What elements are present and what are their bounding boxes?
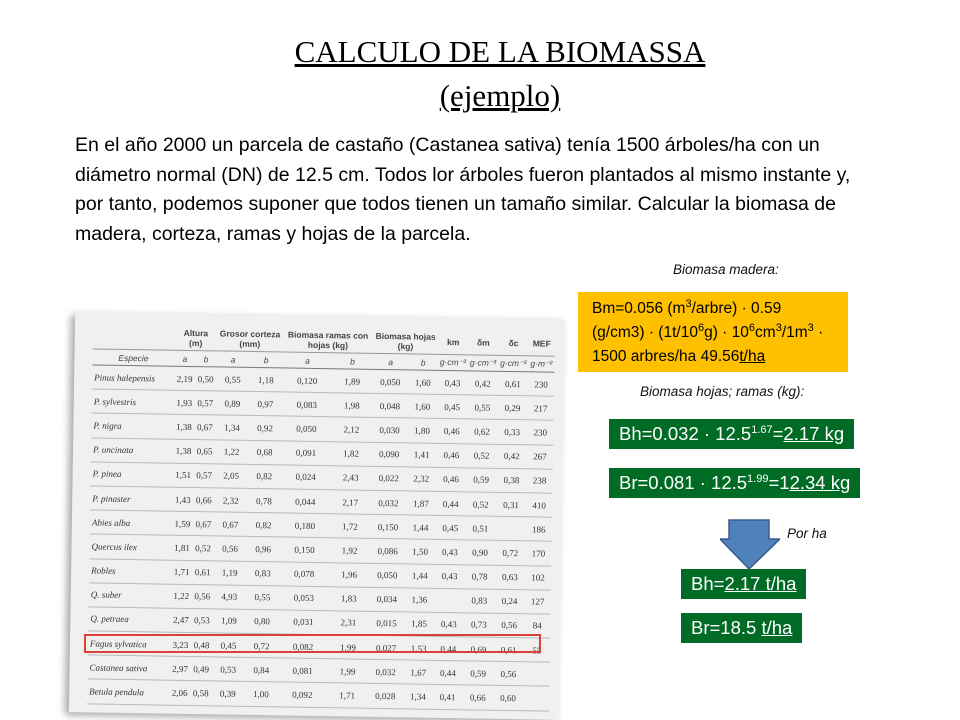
scanned-biomass-table — [69, 312, 565, 720]
table-cell: 0,90 — [465, 540, 496, 565]
table-cell: 2,12 — [331, 417, 372, 442]
table-cell: 0,67 — [193, 512, 214, 537]
header-mef: MEF — [532, 338, 551, 349]
table-cell: 0,45 — [435, 515, 466, 540]
table-cell: 0,65 — [194, 439, 215, 464]
table-sub-header: b — [332, 353, 373, 370]
table-cell: 0,61 — [192, 560, 213, 585]
table-cell: 0,72 — [245, 633, 278, 658]
table-cell: 0,44 — [433, 636, 464, 661]
table-cell: 1,82 — [331, 441, 372, 466]
table-cell: 0,027 — [368, 635, 404, 660]
table-cell: 1,93 — [174, 390, 195, 415]
table-cell: 0,80 — [245, 609, 278, 634]
table-cell: 0,120 — [282, 368, 332, 393]
table-cell: 2,19 — [174, 366, 195, 391]
species-cell: Robles — [89, 558, 171, 583]
species-cell: P. nigra — [91, 413, 173, 438]
table-cell: 1,92 — [329, 538, 370, 563]
header-biomasa-ramas: Biomasa ramas con hojas (kg) — [287, 329, 369, 351]
table-cell: 0,45 — [437, 395, 468, 420]
table-cell: 0,96 — [246, 537, 279, 562]
table-cell: 0,52 — [192, 536, 213, 561]
table-sub-header: b — [195, 351, 216, 367]
table-cell: 2,32 — [407, 467, 437, 492]
table-cell: 0,56 — [192, 584, 213, 609]
table-cell: 1,43 — [172, 487, 193, 512]
table-cell: 0,24 — [494, 589, 525, 614]
table-sub-header: g·cm⁻³ — [438, 354, 468, 370]
table-cell: 170 — [525, 541, 551, 566]
table-sub-header: g·cm⁻³ — [468, 355, 498, 371]
table-cell: 0,028 — [367, 684, 403, 709]
table-sub-header: a — [174, 350, 195, 366]
table-cell: 0,50 — [195, 367, 216, 392]
table-cell: 1,83 — [328, 586, 369, 611]
table-cell: 0,150 — [280, 537, 330, 562]
table-cell: 0,030 — [371, 418, 407, 443]
table-cell: 1,53 — [404, 636, 434, 661]
table-cell: 0,67 — [214, 512, 247, 537]
table-cell: 217 — [527, 396, 553, 421]
table-cell: 230 — [528, 372, 554, 397]
table-cell: 0,078 — [279, 561, 329, 586]
page-title: CALCULO DE LA BIOMASSA — [294, 34, 706, 69]
table-cell: 0,082 — [278, 634, 328, 659]
table-cell: 1,22 — [215, 439, 248, 464]
table-cell: 1,36 — [405, 588, 435, 613]
table-cell: 0,050 — [372, 369, 408, 394]
table-cell: 230 — [527, 420, 553, 445]
header-altura: Altura (m) — [183, 327, 209, 349]
page-subtitle: (ejemplo) — [439, 78, 561, 113]
table-cell: 2,06 — [169, 681, 190, 706]
table-cell: 0,58 — [190, 681, 211, 706]
table-cell: 0,53 — [191, 608, 212, 633]
table-cell: 1,85 — [404, 612, 434, 637]
table-cell: 1,44 — [405, 563, 435, 588]
table-cell: 0,29 — [497, 396, 528, 421]
table-cell: 1,34 — [403, 684, 433, 709]
table-cell: 1,80 — [407, 418, 437, 443]
bh-result: 2.17 kg — [783, 423, 845, 444]
table-cell: 1,44 — [406, 515, 436, 540]
table-cell: 1,38 — [173, 439, 194, 464]
table-cell — [495, 516, 526, 541]
table-cell: 0,59 — [466, 468, 497, 493]
table-cell: 2,17 — [330, 490, 371, 515]
table-cell: 0,38 — [496, 468, 527, 493]
table-cell: 1,34 — [215, 415, 248, 440]
table-cell: 0,49 — [190, 657, 211, 682]
table-cell: 84 — [524, 614, 550, 639]
table-cell: 0,63 — [495, 565, 526, 590]
species-cell: Abies alba — [90, 510, 172, 535]
castanea-sativa-highlight — [84, 634, 541, 653]
caption-biomasa-hojas-ramas: Biomasa hojas; ramas (kg): — [640, 384, 805, 399]
table-cell: 0,180 — [280, 513, 330, 538]
table-cell: 0,78 — [247, 488, 280, 513]
table-cell: 0,43 — [437, 370, 468, 395]
table-cell: 0,46 — [436, 419, 467, 444]
table-cell: 0,31 — [496, 492, 527, 517]
table-cell: 1,81 — [171, 536, 192, 561]
table-cell: 0,048 — [372, 394, 408, 419]
table-cell: 0,62 — [467, 419, 498, 444]
table-cell: 0,56 — [493, 662, 524, 687]
header-delta-m: δm — [476, 337, 490, 348]
table-cell — [523, 662, 549, 687]
table-cell: 0,51 — [465, 516, 496, 541]
table-cell: 0,69 — [463, 637, 494, 662]
table-cell: 0,43 — [433, 612, 464, 637]
table-cell: 0,59 — [463, 661, 494, 686]
table-cell: 267 — [527, 444, 553, 469]
caption-biomasa-madera: Biomasa madera: — [673, 262, 779, 277]
table-cell: 0,52 — [466, 443, 497, 468]
bh-formula-box: $Bh=0.032 \cdot 12.5^{1.67}=2.17$ kg — [609, 419, 854, 449]
table-cell: 0,090 — [371, 442, 407, 467]
table-cell: 0,081 — [278, 658, 328, 683]
table-cell: 0,46 — [436, 467, 467, 492]
table-cell: 2,97 — [169, 656, 190, 681]
table-cell: 0,53 — [211, 657, 244, 682]
table-cell: 0,57 — [195, 391, 216, 416]
table-cell: 1,60 — [408, 394, 438, 419]
table-cell: 1,72 — [330, 514, 371, 539]
br-per-ha-box: Br=18.5 t/ha — [681, 613, 802, 643]
table-cell: 3,23 — [170, 632, 191, 657]
table-cell: 0,024 — [281, 465, 331, 490]
table-sub-header: b — [249, 351, 282, 368]
table-cell: 0,89 — [216, 391, 249, 416]
table-cell: 0,42 — [497, 444, 528, 469]
table-cell: 1,99 — [328, 635, 369, 660]
table-cell: 0,72 — [495, 541, 526, 566]
species-cell: Pinus halepensis — [92, 365, 174, 390]
table-sub-header: a — [283, 352, 333, 369]
species-cell: P. pinea — [90, 462, 172, 487]
table-cell: 0,57 — [193, 463, 214, 488]
table-cell: 0,034 — [369, 587, 405, 612]
down-arrow-icon — [720, 519, 780, 571]
table-sub-header: a — [216, 351, 249, 368]
table-cell: 0,46 — [436, 443, 467, 468]
table-sub-header: b — [408, 354, 437, 370]
species-cell: P. pinaster — [90, 486, 172, 511]
table-cell: 0,086 — [370, 539, 406, 564]
table-cell: 0,55 — [246, 585, 279, 610]
table-cell: 0,84 — [245, 658, 278, 683]
species-cell: Castanea sativa — [87, 655, 169, 680]
table-cell: 1,22 — [171, 584, 192, 609]
species-cell: Q. petraea — [88, 607, 170, 632]
table-cell: 0,55 — [216, 367, 249, 392]
table-cell: 0,33 — [497, 420, 528, 445]
table-cell: 410 — [526, 493, 552, 518]
table-cell: 0,050 — [281, 416, 331, 441]
species-cell: Fagus sylvatica — [88, 631, 170, 656]
table-cell: 1,87 — [406, 491, 436, 516]
table-cell: 0,41 — [432, 685, 463, 710]
table-cell: 2,05 — [214, 464, 247, 489]
species-cell: P. sylvestris — [92, 389, 174, 414]
table-cell: 1,19 — [213, 560, 246, 585]
problem-statement: En el año 2000 un parcela de castaño (Castanea sativa) tenía 1500 árboles/ha con un diámetro normal (DN) de 12.5 cm. Todos lor árboles fueron plantados al mismo instante y, por tanto, podemos suponer que todos tienen un tamaño similar. Calcular la biomasa de madera, corteza, ramas y hojas de la parcela. — [75, 134, 851, 245]
table-cell: 0,032 — [368, 660, 404, 685]
table-cell: 0,83 — [246, 561, 279, 586]
table-cell: 0,150 — [370, 514, 406, 539]
table-cell: 1,38 — [173, 415, 194, 440]
table-cell: 0,56 — [213, 536, 246, 561]
table-cell: 0,48 — [191, 633, 212, 658]
br-result: 2.34 kg — [789, 472, 851, 493]
species-cell: P. uncinata — [91, 438, 173, 463]
table-sub-header: g·m⁻² — [528, 356, 554, 372]
table-cell: 0,42 — [467, 371, 498, 396]
madera-formula-box: Bm=0.056 $(m^3/arbre) \cdot 0.59$ $(g/cm3) \cdot (1t/10^6g) \cdot 10^6cm^3/1m^3 \cdot 1500$ arbres/ha 49.56t/ha — [578, 292, 848, 372]
table-cell: 0,45 — [212, 633, 245, 658]
table-cell: 0,82 — [248, 464, 281, 489]
table-cell: 0,032 — [370, 490, 406, 515]
table-cell: 0,091 — [281, 440, 331, 465]
table-cell — [523, 686, 549, 711]
table-cell: 0,083 — [282, 392, 332, 417]
species-cell: Quercus ilex — [89, 534, 171, 559]
table-cell: 0,78 — [464, 564, 495, 589]
table-cell: 1,98 — [331, 393, 372, 418]
table-cell: 1,67 — [403, 660, 433, 685]
table-cell: 0,44 — [433, 661, 464, 686]
table-cell: 0,015 — [368, 611, 404, 636]
header-grosor-corteza: Grosor corteza (mm) — [219, 328, 281, 350]
table-cell: 2,47 — [170, 608, 191, 633]
table-cell: 1,59 — [172, 511, 193, 536]
table-cell: 1,99 — [327, 659, 368, 684]
table-cell: 2,32 — [214, 488, 247, 513]
table-cell: 0,67 — [194, 415, 215, 440]
table-cell: 1,60 — [408, 370, 438, 395]
table-cell: 238 — [526, 469, 552, 494]
table-cell: 1,89 — [332, 369, 373, 394]
table-cell: 0,053 — [279, 586, 329, 611]
table-cell: 1,51 — [172, 463, 193, 488]
table-cell: 1,50 — [405, 539, 435, 564]
table-cell: 0,031 — [278, 610, 328, 635]
table-cell: 4,93 — [213, 585, 246, 610]
table-cell: 0,022 — [371, 466, 407, 491]
br-formula-box: $Br=0.081 \cdot 12.5^{1.99}=12.34$ kg — [609, 468, 860, 498]
table-cell: 0,73 — [464, 613, 495, 638]
caption-por-ha: Por ha — [787, 526, 827, 541]
table-cell: 0,68 — [248, 440, 281, 465]
table-cell: 186 — [526, 517, 552, 542]
table-sub-header: g·cm⁻³ — [498, 355, 528, 371]
table-cell: 1,41 — [407, 442, 437, 467]
table-cell: 0,92 — [248, 416, 281, 441]
table-cell: 2,31 — [328, 611, 369, 636]
table-cell: 0,61 — [498, 371, 529, 396]
table-cell: 0,092 — [277, 682, 327, 707]
table-cell: 1,09 — [212, 609, 245, 634]
table-cell: 1,96 — [329, 562, 370, 587]
table-cell: 1,00 — [244, 682, 277, 707]
header-biomasa-hojas: Biomasa hojas (kg) — [375, 330, 436, 352]
table-cell: 127 — [524, 589, 550, 614]
header-km: km — [446, 337, 460, 348]
table-cell: 0,44 — [435, 491, 466, 516]
table-cell: 0,050 — [369, 563, 405, 588]
table-cell: 0,39 — [211, 681, 244, 706]
table-cell: 1,71 — [171, 560, 192, 585]
table-sub-header: a — [373, 353, 409, 370]
table-cell: 0,56 — [494, 613, 525, 638]
bh-per-ha-box: Bh=2.17 t/ha — [681, 569, 806, 599]
table-cell: 55 — [524, 638, 550, 663]
table-cell: 0,97 — [249, 392, 282, 417]
table-cell: 0,044 — [280, 489, 330, 514]
table-cell: 0,60 — [493, 686, 524, 711]
madera-unit: t/ha — [739, 348, 766, 365]
table-cell: 0,43 — [434, 564, 465, 589]
table-cell: 0,43 — [435, 540, 466, 565]
table-cell: 0,66 — [463, 685, 494, 710]
table-cell: 2,43 — [330, 465, 371, 490]
table-cell: 102 — [525, 565, 551, 590]
table-cell: 0,55 — [467, 395, 498, 420]
table-cell — [434, 588, 465, 613]
table-cell: 0,61 — [493, 637, 524, 662]
table-cell: 0,66 — [193, 487, 214, 512]
table-cell: 0,83 — [464, 589, 495, 614]
table-sub-header: Especie — [92, 349, 174, 366]
table-cell: 1,18 — [249, 367, 282, 392]
table-cell: 1,71 — [327, 683, 368, 708]
species-cell: Q. suber — [89, 583, 171, 608]
biomass-coefficients-table — [87, 324, 555, 711]
header-delta-c: δc — [508, 337, 519, 349]
table-cell: 0,82 — [247, 513, 280, 538]
species-cell: Betula pendula — [87, 679, 169, 704]
table-cell: 0,52 — [466, 492, 497, 517]
